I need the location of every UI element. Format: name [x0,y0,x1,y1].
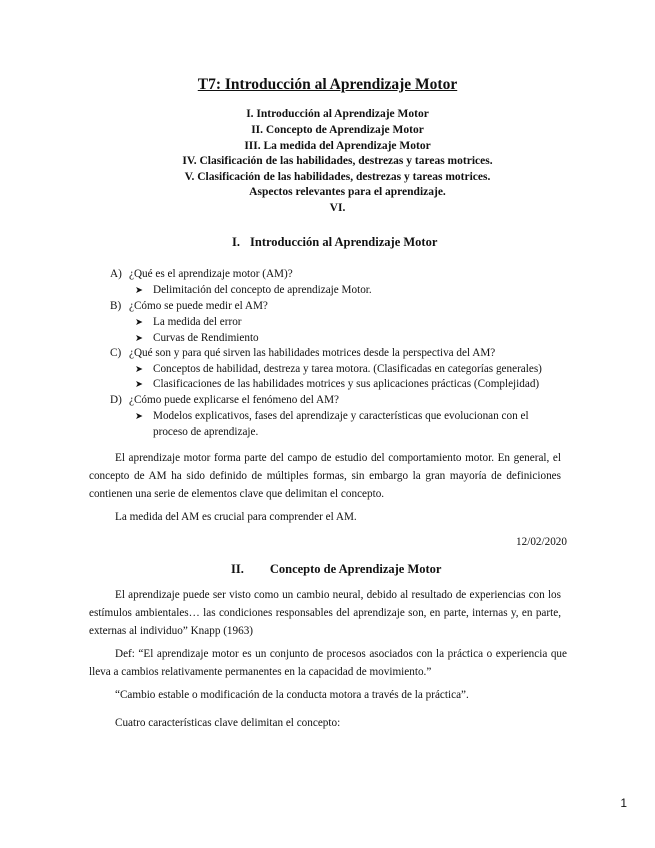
list-item: ➤ Curvas de Rendimiento [135,332,259,344]
question-label: C) [110,347,122,359]
page-number: 1 [620,796,627,810]
question-label: D) [110,394,122,406]
list-item: ➤ Clasificaciones de las habilidades motrices y sus aplicaciones prácticas (Complejidad) [135,378,540,390]
toc-item-2: II. Concepto de Aprendizaje Motor [251,124,424,136]
arrow-bullet-icon: ➤ [135,412,143,422]
arrow-bullet-icon: ➤ [135,286,143,296]
arrow-bullet-icon: ➤ [135,334,143,344]
date-stamp: 12/02/2020 [516,536,567,548]
document-title: T7: Introducción al Aprendizaje Motor [197,76,458,93]
toc-item-5-continued: Aspectos relevantes para el aprendizaje. [249,186,446,198]
question-a [110,268,293,280]
section2-title: Concepto de Aprendizaje Motor [269,562,442,576]
section1-paragraph-2: La medida del AM es crucial para comprender el AM. [115,511,357,523]
question-label: A) [110,268,122,280]
closing-paragraph: Cuatro características clave delimitan el concepto: [115,717,341,729]
question-label: B) [110,300,122,312]
question-d [110,394,339,406]
list-item: ➤ Modelos explicativos, fases del aprendizaje y características que evolucionan con el [135,410,529,422]
question-text: ¿Cómo puede explicarse el fenómeno del AM? [129,394,340,406]
toc-item-1: I. Introducción al Aprendizaje Motor [246,108,429,120]
section2-number: II. [231,562,244,576]
question-text: ¿Cómo se puede medir el AM? [129,300,268,312]
arrow-bullet-icon: ➤ [135,318,143,328]
arrow-bullet-icon: ➤ [135,380,143,390]
toc-item-3: III. La medida del Aprendizaje Motor [244,140,431,152]
section2-paragraph-1: El aprendizaje puede ser visto como un cambio neural, debido al resultado de experiencias con los estímulos ambientales… las condiciones responsables del aprendizaje son, en parte, internas y, en parte, externas al individuo” Knapp (1963) [89,589,561,637]
section1-paragraph-1: El aprendizaje motor forma parte del campo de estudio del comportamiento motor. En general, el concepto de AM ha sido definido de múltiples formas, sin embargo la gran mayoría de definiciones contienen una serie de elementos clave que delimitan el concepto. [89,452,561,500]
section1-heading [232,235,437,250]
section1-number: I. [232,235,240,249]
question-text: ¿Qué es el aprendizaje motor (AM)? [129,268,293,280]
list-item: ➤ Delimitación del concepto de aprendizaje Motor. [135,284,372,296]
arrow-bullet-icon: ➤ [135,365,143,375]
toc-item-5: V. Clasificación de las habilidades, destrezas y tareas motrices. [184,171,491,183]
list-item: ➤ La medida del error [135,316,242,328]
quote-paragraph: “Cambio estable o modificación de la conducta motora a través de la práctica”. [115,689,469,701]
section2-heading [231,562,441,577]
section1-title: Introducción al Aprendizaje Motor [250,235,438,249]
question-b [110,300,268,312]
list-item: ➤ Conceptos de habilidad, destreza y tarea motora. (Clasificadas en categorías generales) [135,363,542,375]
question-text: ¿Qué son y para qué sirven las habilidades motrices desde la perspectiva del AM? [129,347,496,359]
list-item-continued: proceso de aprendizaje. [153,426,259,438]
question-c [110,347,495,359]
definition-paragraph: Def: “El aprendizaje motor es un conjunto de procesos asociados con la práctica o experiencia que lleva a cambios relativamente permanentes en la capacidad de movimiento.” [89,648,567,678]
toc-item-4: IV. Clasificación de las habilidades, destrezas y tareas motrices. [182,155,493,167]
toc-item-6: VI. [329,202,346,214]
